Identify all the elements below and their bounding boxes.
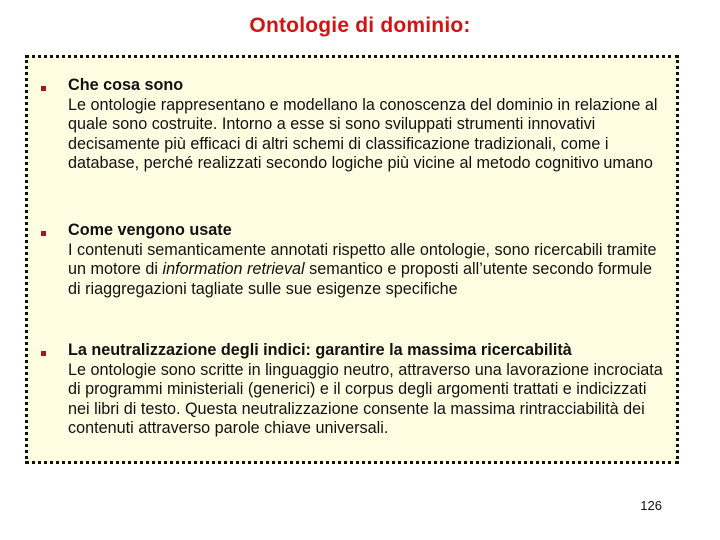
bullet-heading: La neutralizzazione degli indici: garantire la massima ricercabilità — [68, 341, 572, 359]
page-number: 126 — [640, 498, 662, 513]
bullet-text: Le ontologie sono scritte in linguaggio neutro, attraverso una lavorazione incrociata di programmi ministeriali (generici) e il corpus degli argomenti trattati e indicizzati nei libri di testo. Questa neutralizzazione consente la massima rintracciabilità dei contenuti attraverso parole chiave universali. — [68, 360, 663, 438]
slide-title: Ontologie di dominio: — [249, 14, 471, 37]
content-box — [25, 55, 679, 464]
square-bullet-icon — [41, 231, 46, 236]
bullet-text-italic: information retrieval — [162, 260, 305, 279]
bullet-heading: Come vengono usate — [68, 221, 232, 239]
square-bullet-icon — [41, 86, 46, 91]
bullet-heading: Che cosa sono — [68, 76, 184, 94]
bullet-text: Le ontologie rappresentano e modellano la conoscenza del dominio in relazione al quale sono costruite. Intorno a esse si sono sviluppati strumenti innovativi decisamente più efficaci di altri schemi di classificazione tradizionali, come i database, perché realizzati secondo logiche più vicine al metodo cognitivo umano — [68, 95, 658, 173]
bullet-body — [68, 76, 668, 174]
bullet-text-after: semantico e proposti all’utente secondo formule di riaggregazioni tagliate sulle sue esigenze specifiche — [68, 260, 652, 298]
square-bullet-icon — [41, 351, 46, 356]
bullet-body — [68, 341, 668, 439]
bullet-text — [68, 241, 668, 300]
bullet-text-before: I contenuti semanticamente annotati rispetto alle ontologie, sono ricercabili tramite un motore di — [68, 240, 657, 279]
bullet-body — [68, 221, 668, 299]
